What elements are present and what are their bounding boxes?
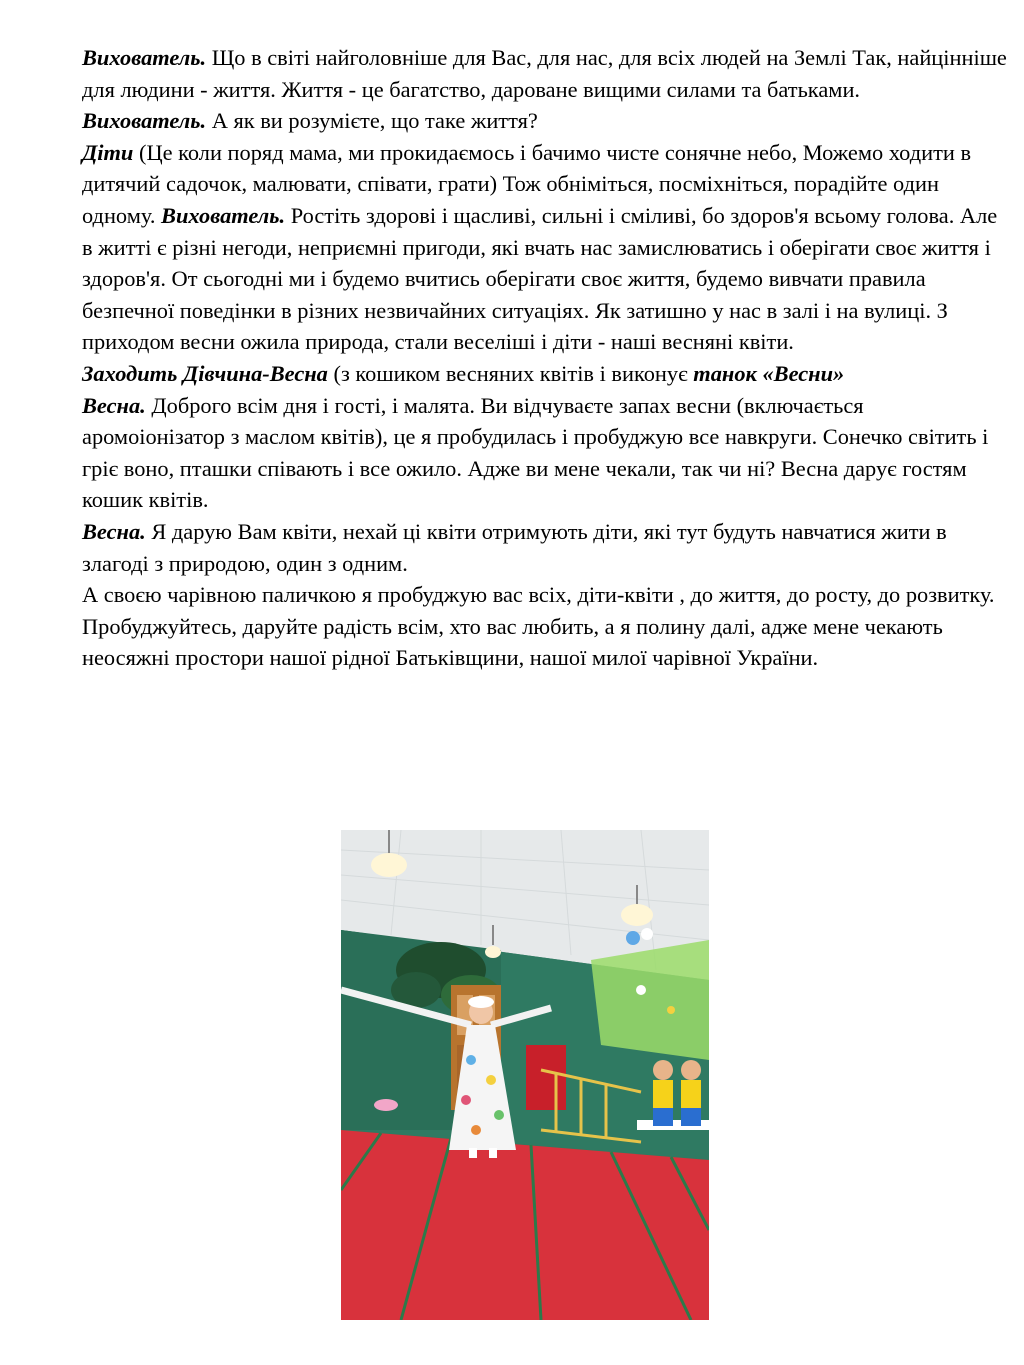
speaker-label: Весна. <box>82 518 146 544</box>
paragraph-text: Я дарую Вам квіти, нехай ці квіти отримують діти, які тут будуть навчатися жити в злагоді з природою, один з одним. <box>82 518 947 576</box>
paragraph-text: (Це коли поряд мама, ми прокидаємось і бачимо чисте сонячне небо, Можемо ходити в дитячий садочок, малювати, співати, грати) Тож обніміться, посміхніться, порадійте один одному. <box>82 139 972 228</box>
paragraph-text: А своєю чарівною паличкою я пробуджую вас всіх, діти-квіти , до життя, до росту, до розвитку. Пробуджуйтесь, даруйте радість всім, хто вас любить, а я полину далі, адже мене чекають неосяжні простори нашої рідної Батьківщини, нашої милої чарівної України. <box>82 582 995 671</box>
paragraph-text: Доброго всім дня і гості, і малята. Ви відчуваєте запах весни (включається аромоіонізатор з маслом квітів), це я пробудилась і пробуджую все навкруги. Сонечко світить і гріє воно, пташки співають і все ожило. Адже ви мене чекали, так чи ні? Весна дарує гостям кошик квітів. <box>82 392 989 513</box>
document-text <box>82 42 1012 674</box>
paragraph-1 <box>82 42 1012 105</box>
paragraph-6 <box>82 516 1012 579</box>
emphasis-label: танок «Весни» <box>693 360 845 386</box>
paragraph-text: Що в світі найголовніше для Вас, для нас, для всіх людей на Землі Так, найцінніше для людини - життя. Життя - це багатство, дароване вищими силами та батьками. <box>82 45 1007 102</box>
speaker-label: Вихователь. <box>82 45 207 70</box>
paragraph-text: А як ви розумієте, що таке життя? <box>206 108 538 134</box>
speaker-label: Вихователь. <box>82 108 207 134</box>
speaker-label: Весна. <box>82 392 146 418</box>
paragraph-text: (з кошиком весняних квітів і виконує <box>327 360 694 386</box>
paragraph-2 <box>82 105 1012 137</box>
speaker-label: Заходить Дівчина-Весна <box>82 360 328 386</box>
paragraph-3 <box>82 137 1012 358</box>
carpet <box>341 1130 709 1320</box>
paragraph-5 <box>82 390 1012 516</box>
paragraph-text: Ростіть здорові і щасливі, сильні і сміливі, бо здоров'я всьому голова. Але в житті є різні негоди, неприємні пригоди, які вчать нас замислюватись і оберігати своє життя і здоров'я. От сьогодні ми і будемо вчитись оберігати своє життя, будемо вивчати правила безпечної поведінки в різних незвичайних ситуаціях. Як затишно у нас в залі і на вулиці. З приходом весни ожила природа, стали веселіші і діти - наші весняні квіти. <box>82 202 998 355</box>
speaker-label: Діти <box>82 139 134 165</box>
speaker-label: Вихователь. <box>161 202 286 228</box>
paragraph-4 <box>82 358 1012 390</box>
paragraph-7 <box>82 579 1012 674</box>
dance-photo <box>341 830 709 1320</box>
